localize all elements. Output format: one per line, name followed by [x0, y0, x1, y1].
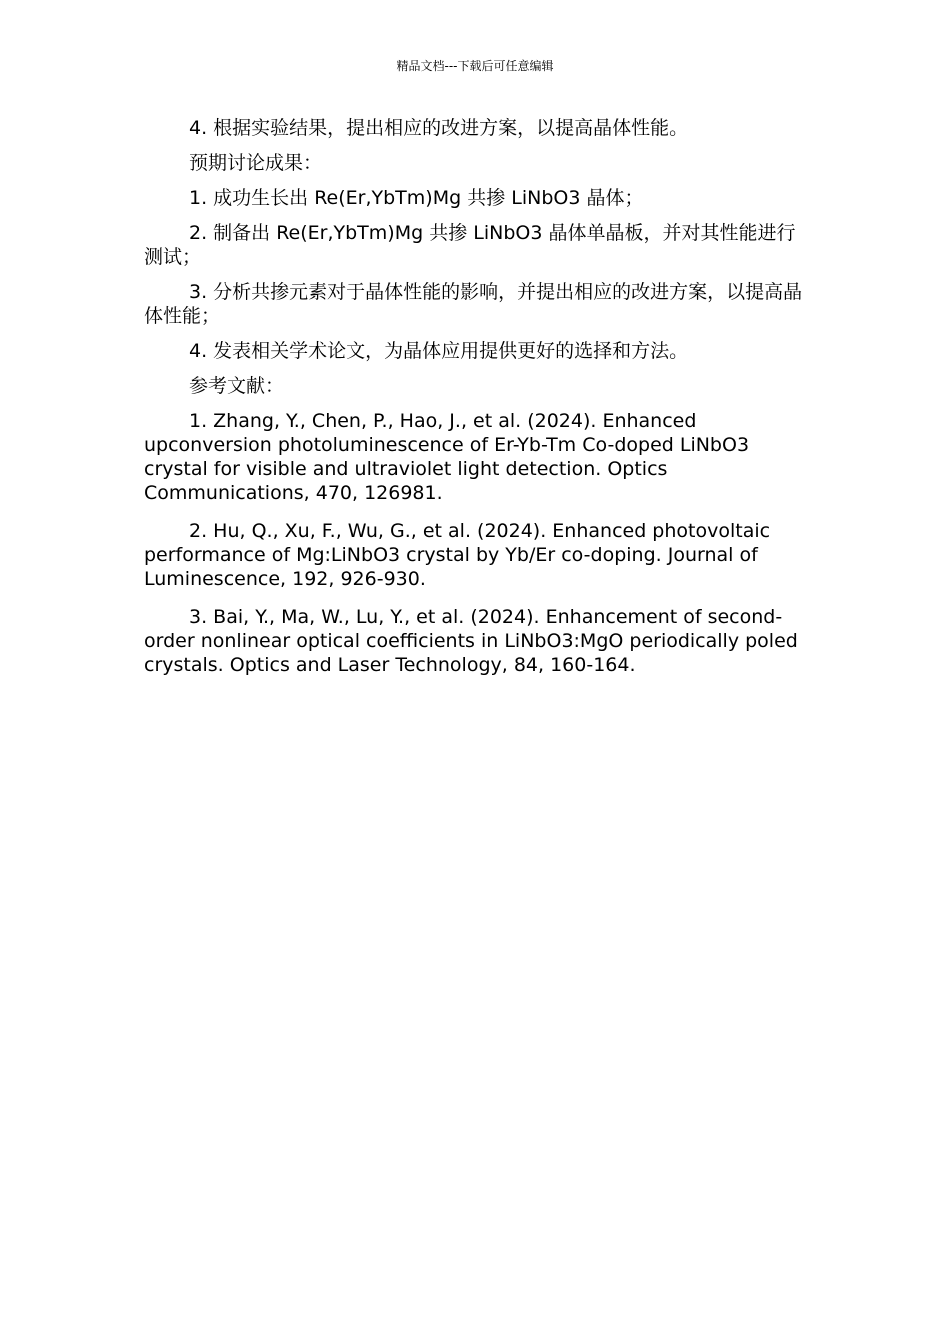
reference-item-1: 1. Zhang, Y., Chen, P., Hao, J., et al. (2024). Enhanced upconversion photoluminescence of Er-Yb-Tm Co-doped LiNbO3 crystal for visible and ultraviolet light detection. Optics Communications, 470, 126981. [144, 410, 750, 504]
result-item-4: 4. 发表相关学术论文，为晶体应用提供更好的选择和方法。 [189, 340, 689, 362]
reference-item-3: 3. Bai, Y., Ma, W., Lu, Y., et al. (2024). Enhancement of second-order nonlinear optical coefficients in LiNbO3:MgO periodically poled crystals. Optics and Laser Technology, 84, 160-164. [144, 606, 798, 676]
page-header: 精品文档---下载后可任意编辑 [396, 59, 554, 73]
document-body [144, 116, 808, 691]
result-item-1: 1. 成功生长出 Re(Er,YbTm)Mg 共掺 LiNbO3 晶体； [189, 187, 644, 209]
references-heading: 参考文献： [189, 375, 285, 397]
reference-item-2: 2. Hu, Q., Xu, F., Wu, G., et al. (2024). Enhanced photovoltaic performance of Mg:LiNbO3 crystal by Yb/Er co-doping. Journal of Luminescence, 192, 926-930. [144, 520, 771, 590]
result-item-2: 2. 制备出 Re(Er,YbTm)Mg 共掺 LiNbO3 晶体单晶板，并对其性能进行测试； [144, 222, 796, 268]
step-4-paragraph: 4. 根据实验结果，提出相应的改进方案，以提高晶体性能。 [189, 117, 689, 139]
expected-results-heading: 预期讨论成果： [189, 152, 323, 174]
result-item-3: 3. 分析共掺元素对于晶体性能的影响，并提出相应的改进方案，以提高晶体性能； [144, 281, 803, 327]
